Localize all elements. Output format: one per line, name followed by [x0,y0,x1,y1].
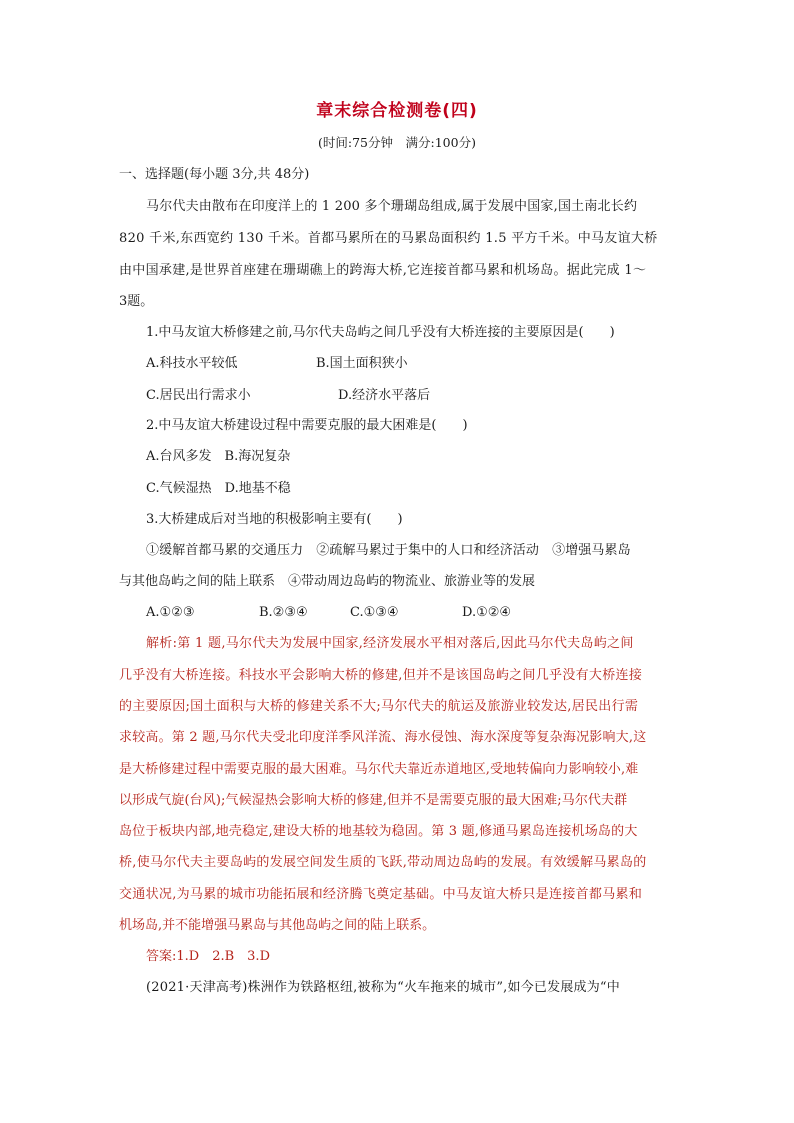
question-3-option-a: A.①②③ [146,605,195,620]
question-3-option-d: D.①②④ [462,605,512,620]
section-heading: 一、选择题(每小题 3分,共 48分) [119,167,310,182]
analysis-line: 机场岛,并不能增强马累岛与其他岛屿之间的陆上联系。 [119,918,436,933]
analysis-line: 以形成气旋(台风);气候湿热会影响大桥的修建,但并不是需要克服的最大困难;马尔代夫群 [119,793,628,808]
analysis-line: 求较高。第 2 题,马尔代夫受北印度洋季风洋流、海水侵蚀、海水深度等复杂海况影响大,这 [119,730,647,745]
passage-line: 由中国承建,是世界首座建在珊瑚礁上的跨海大桥,它连接首都马累和机场岛。据此完成 1～ [119,263,647,278]
question-1-option-a: A.科技水平较低 [146,356,238,371]
passage-line: 马尔代夫由散布在印度洋上的 1 200 多个珊瑚岛组成,属于发展中国家,国土南北长约 [146,199,638,214]
question-3-option-b: B.②③④ [259,605,308,620]
passage-line: 820 千米,东西宽约 130 千米。首都马累所在的马累岛面积约 1.5 平方千米。中马友谊大桥 [119,231,658,246]
analysis-line: 交通状况,为马累的城市功能拓展和经济腾飞奠定基础。中马友谊大桥只是连接首都马累和 [119,887,643,902]
question-1-option-b: B.国土面积狭小 [316,356,408,371]
question-1-option-d: D.经济水平落后 [338,388,431,403]
question-2-options-cd: C.气候湿热 D.地基不稳 [146,481,291,496]
document-title: 章末综合检测卷(四) [316,101,478,121]
next-passage-line: (2021·天津高考)株洲作为铁路枢纽,被称为“火车拖来的城市”,如今已发展成为“中 [146,980,620,995]
analysis-line: 解析:第 1 题,马尔代夫为发展中国家,经济发展水平相对落后,因此马尔代夫岛屿之间 [146,636,634,651]
analysis-line: 是大桥修建过程中需要克服的最大困难。马尔代夫靠近赤道地区,受地转偏向力影响较小,难 [119,762,639,777]
analysis-line: 几乎没有大桥连接。科技水平会影响大桥的修建,但并不是该国岛屿之间几乎没有大桥连接 [119,668,643,683]
question-2-options-ab: A.台风多发 B.海况复杂 [146,449,291,464]
question-3-stem: 3.大桥建成后对当地的积极影响主要有( ) [146,512,403,527]
question-2-stem: 2.中马友谊大桥建设过程中需要克服的最大困难是( ) [146,418,468,433]
analysis-line: 桥,使马尔代夫主要岛屿的发展空间发生质的飞跃,带动周边岛屿的发展。有效缓解马累岛的 [119,855,647,870]
passage-line: 3题。 [119,294,154,309]
question-3-items-line: ①缓解首都马累的交通压力 ②疏解马累过于集中的人口和经济活动 ③增强马累岛 [146,543,631,558]
question-1-stem: 1.中马友谊大桥修建之前,马尔代夫岛屿之间几乎没有大桥连接的主要原因是( ) [146,325,615,340]
question-1-option-c: C.居民出行需求小 [146,388,251,403]
analysis-line: 的主要原因;国土面积与大桥的修建关系不大;马尔代夫的航运及旅游业较发达,居民出行需 [119,699,639,714]
answer-line: 答案:1.D 2.B 3.D [146,949,270,964]
analysis-line: 岛位于板块内部,地壳稳定,建设大桥的地基较为稳固。第 3 题,修通马累岛连接机场岛的大 [119,824,638,839]
exam-time-and-score: (时间:75分钟 满分:100分) [318,135,476,150]
question-3-option-c: C.①③④ [350,605,399,620]
question-3-items-line: 与其他岛屿之间的陆上联系 ④带动周边岛屿的物流业、旅游业等的发展 [119,574,536,589]
